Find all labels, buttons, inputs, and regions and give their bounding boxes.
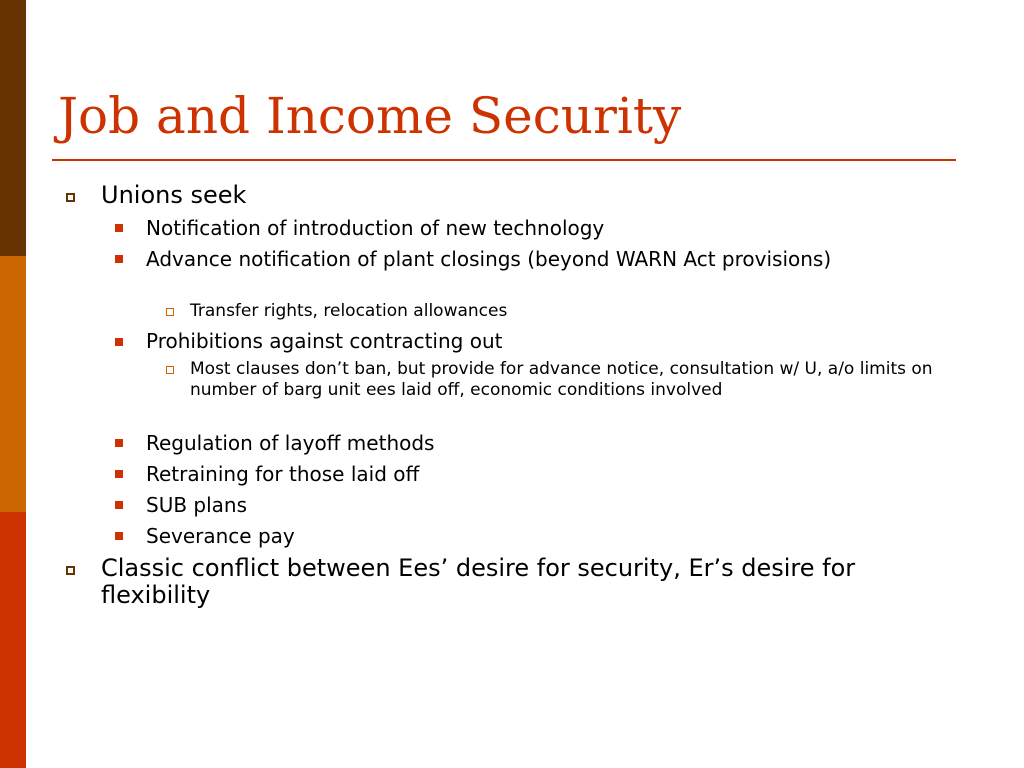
hollow-square-bullet-icon	[66, 193, 75, 202]
filled-square-bullet-icon	[115, 470, 123, 478]
bullet-layoff-methods: Regulation of layoff methods	[146, 431, 435, 455]
bullet-retraining: Retraining for those laid off	[146, 462, 420, 486]
filled-square-bullet-icon	[115, 255, 123, 263]
hollow-square-bullet-icon	[66, 566, 75, 575]
bullet-notification-technology: Notification of introduction of new technology	[146, 216, 605, 240]
bullet-plant-closings: Advance notification of plant closings (beyond WARN Act provisions)	[146, 247, 832, 271]
bullet-transfer-rights: Transfer rights, relocation allowances	[190, 301, 508, 321]
hollow-square-bullet-icon	[166, 366, 174, 374]
bullet-classic-conflict: Classic conflict between Ees’ desire for security, Er’s desire for flexibility	[101, 554, 856, 609]
filled-square-bullet-icon	[115, 338, 123, 346]
filled-square-bullet-icon	[115, 501, 123, 509]
bullet-severance-pay: Severance pay	[146, 524, 295, 548]
filled-square-bullet-icon	[115, 224, 123, 232]
filled-square-bullet-icon	[115, 439, 123, 447]
filled-square-bullet-icon	[115, 532, 123, 540]
hollow-square-bullet-icon	[166, 308, 174, 316]
bullet-contracting-out: Prohibitions against contracting out	[146, 329, 503, 353]
bullet-sub-plans: SUB plans	[146, 493, 248, 517]
bullet-most-clauses: Most clauses don’t ban, but provide for advance notice, consultation w/ U, a/o limits on number of barg unit ees laid off, economic conditions involved	[190, 359, 933, 400]
slide-title: Job and Income Security	[58, 87, 682, 145]
bullet-unions-seek: Unions seek	[101, 181, 247, 209]
